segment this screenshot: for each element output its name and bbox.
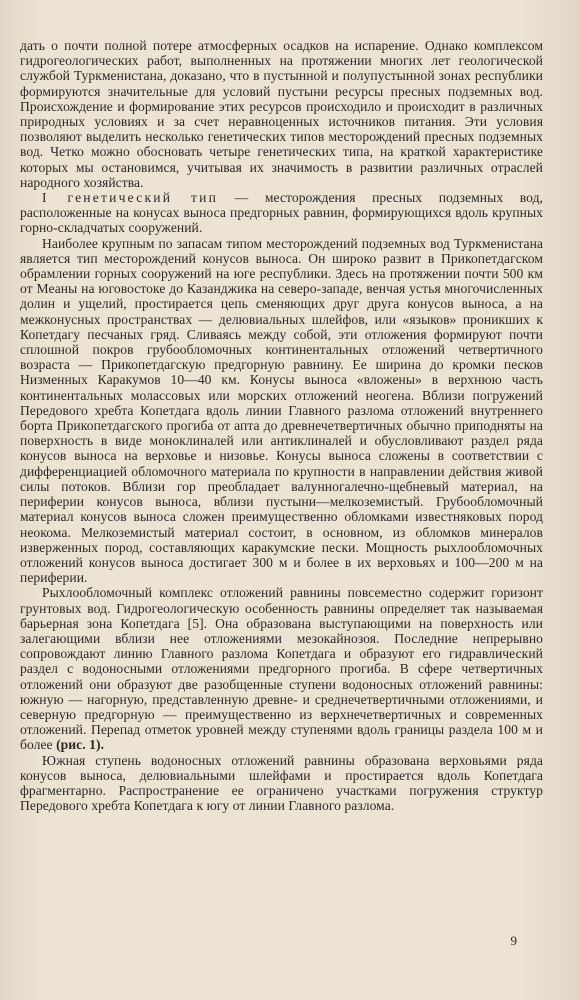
paragraph-5: Южная ступень водоносных отложений равнины образована верховьями ряда конусов выноса, делювиальными шлейфами и простирается вдоль Копетдага фрагментарно. Распространение ее ограничено участками погружения структур Передового хребта Копетдага к югу от линии Главного разлома. xyxy=(20,752,543,814)
paragraph-3: Наиболее крупным по запасам типом месторождений подземных вод Туркменистана является тип месторождений конусов выноса. Он широко развит в Прикопетдагском обрамлении горных сооружений на юге республики. Здесь на протяжении почти 500 км от Меаны на юговостоке до Казанджика на северо-западе, венчая устья многочисленных долин и ущелий, простирается цепь сменяющих друг друга конусов выноса, а на межконусных пространствах — делювиальных шлейфов, или «языков» проникших к Копетдагу песчаных гряд. Сливаясь между собой, эти отложения формируют почти сплошной покров грубообломочных континентальных отложений четвертичного возраста — Прикопетдагскую предгорную равнину. Ее ширина до кромки песков Низменных Каракумов 10—40 км. Конусы выноса «вложены» в верхнюю часть континентальных молассовых или морских отложений неогена. Вблизи погружений Передового хребта Копетдага вдоль линии Главного разлома отложений внутреннего борта Прикопетдагского прогиба от апта до древнечетвертичных обычно приподняты на поверхность в виде моноклиналей или антиклиналей и обусловливают раздел ряда конусов выноса на верховье и низовье. Конусы выноса сложены в соответствии с дифференциацией обломочного материала по крупности в направлении действия живой силы потоков. Вблизи гор преобладает валунногалечно-щебневый материал, на периферии конусов выноса, вблизи пустыни—мелкоземистый. Грубообломочный материал конусов выноса сложен преимущественно обломками известняковых пород неокома. Мелкоземистый материал состоит, в основном, из обломков минералов изверженных пород, составляющих каракумские пески. Мощность рыхлообломочных отложений конусов выноса достигает 300 м и более в их верховьях и 100—200 м на периферии. xyxy=(20,235,543,586)
paragraph-2 xyxy=(20,190,543,236)
paragraph-4 xyxy=(20,585,543,752)
page-number: 9 xyxy=(510,933,517,948)
figure-reference: (рис. 1). xyxy=(56,737,105,753)
main-text xyxy=(20,38,543,813)
paragraph-2-body: — месторождения пресных подземных вод, расположенные на конусах выноса предгорных равнин, формирующихся вдоль крупных горно-складчатых сооружений. xyxy=(20,190,544,236)
paragraph-1: дать о почти полной потере атмосферных осадков на испарение. Однако комплексом гидрогеологических работ, выполненных на протяжении многих лет геологической службой Туркменистана, доказано, что в пустынной и полупустынной зонах республики формируются значительные для условий пустыни ресурсы пресных подземных вод. Происхождение и формирование этих ресурсов происходило и происходит в различных природных условиях и за счет неравноценных источников питания. Эти условия позволяют выделить несколько генетических типов месторождений пресных подземных вод. Четко можно обосновать четыре генетических типа, на краткой характеристике которых мы остановимся, учитывая их значимость в развитии различных отраслей народного хозяйства. xyxy=(20,38,543,190)
paragraph-4-body: Рыхлообломочный комплекс отложений равнины повсеместно содержит горизонт грунтовых вод. Гидрогеологическую особенность равнины определяет так называемая барьерная зона Копетдага [5]. Она образована выступающими на поверхность или залегающими вблизи нее отложениями мезокайнозоя. Последние непрерывно сопровождают линию Главного разлома Копетдага и образуют его гидравлический раздел с водоносными отложениями предгорного прогиба. В сфере четвертичных отложений они образуют две разобщенные ступени водоносных отложений равнины: южную — нагорную, представленную древне- и среднечетвертичными отложениями, и северную предгорную — преимущественно из верхнечетвертичных и современных отложений. Перепад отметок уровней между ступенями вдоль границы раздела 100 м и более xyxy=(20,585,543,753)
genetic-type-heading: I генетический тип xyxy=(42,190,219,206)
